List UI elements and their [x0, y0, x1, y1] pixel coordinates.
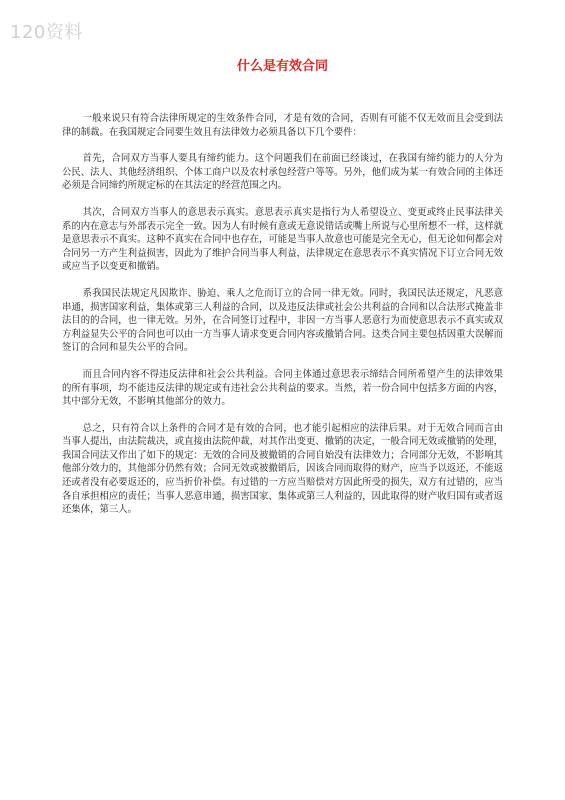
document-title: 什么是有效合同 [236, 59, 328, 74]
paragraph: 一般来说只有符合法律所规定的生效条件合同，才是有效的合同，否则有可能不仅无效而且会受到法律的制裁。在我国规定合同要生效且有法律效力必须具备以下几个要件： [62, 113, 503, 138]
paragraph: 其次，合同双方当事人的意思表示真实。意思表示真实是指行为人希望设立、变更或终止民事法律关系的内在意志与外部表示完全一致。因为人有时候有意或无意说错话或嘴上所说与心里所想不一样，这样就是意思表示不真实。这种不真实在合同中也存在，可能是当事人故意也可能是完全无心，但无论如何都会对合同另一方产生利益损害，因此为了维护合同当事人利益，法律规定在意思表示不真实情况下订立合同无效或应当予以变更和撤销。 [62, 206, 503, 273]
watermark-logo: 120资料 [10, 22, 83, 43]
paragraph: 而且合同内容不得违反法律和社会公共利益。合同主体通过意思表示缔结合同所希望产生的法律效果的所有事项，均不能违反法律的规定或有违社会公共利益的要求。当然，若一份合同中包括多方面的内容，其中部分无效，不影响其他部分的效力。 [62, 368, 503, 408]
paragraph: 总之，只有符合以上条件的合同才是有效的合同，也才能引起相应的法律后果。对于无效合同而言由当事人提出，由法院裁决，或直接由法院仲裁，对其作出变更、撤销的决定，一般合同无效或撤销的处理，我国合同法又作出了如下的规定：无效的合同及被撤销的合同自始没有法律效力；合同部分无效，不影响其他部分效力的，其他部分仍然有效；合同无效或被撤销后，因该合同而取得的财产，应当予以返还，不能返还或者没有必要返还的，应当折价补偿。有过错的一方应当赔偿对方因此所受的损失，双方有过错的，应当各自承担相应的责任；当事人恶意串通，损害国家、集体或第三人利益的，因此取得的财产收归国有或者返还集体，第三人。 [62, 422, 503, 516]
paragraph: 首先，合同双方当事人要具有缔约能力。这个问题我们在前面已经谈过，在我国有缔约能力的人分为公民、法人、其他经济组织、个体工商户以及农村承包经营户等等。另外，他们成为某一有效合同的主体还必须是合同缔约所规定标的在其法定的经营范围之内。 [62, 153, 503, 192]
document-body [62, 112, 503, 530]
paragraph: 系我国民法规定凡因欺诈、胁迫、乘人之危而订立的合同一律无效。同时，我国民法还规定，凡恶意串通，损害国家利益，集体或第三人利益的合同，以及违反法律或社会公共利益的合同和以合法形式掩盖非法目的的合同，也一律无效。另外，在合同签订过程中，非因一方当事人恶意行为而使意思表示不真实或双方利益显失公平的合同也可以由一方当事人请求变更合同内容或撤销合同。这类合同主要包括因重大误解而签订的合同和显失公平的合同。 [62, 287, 503, 354]
